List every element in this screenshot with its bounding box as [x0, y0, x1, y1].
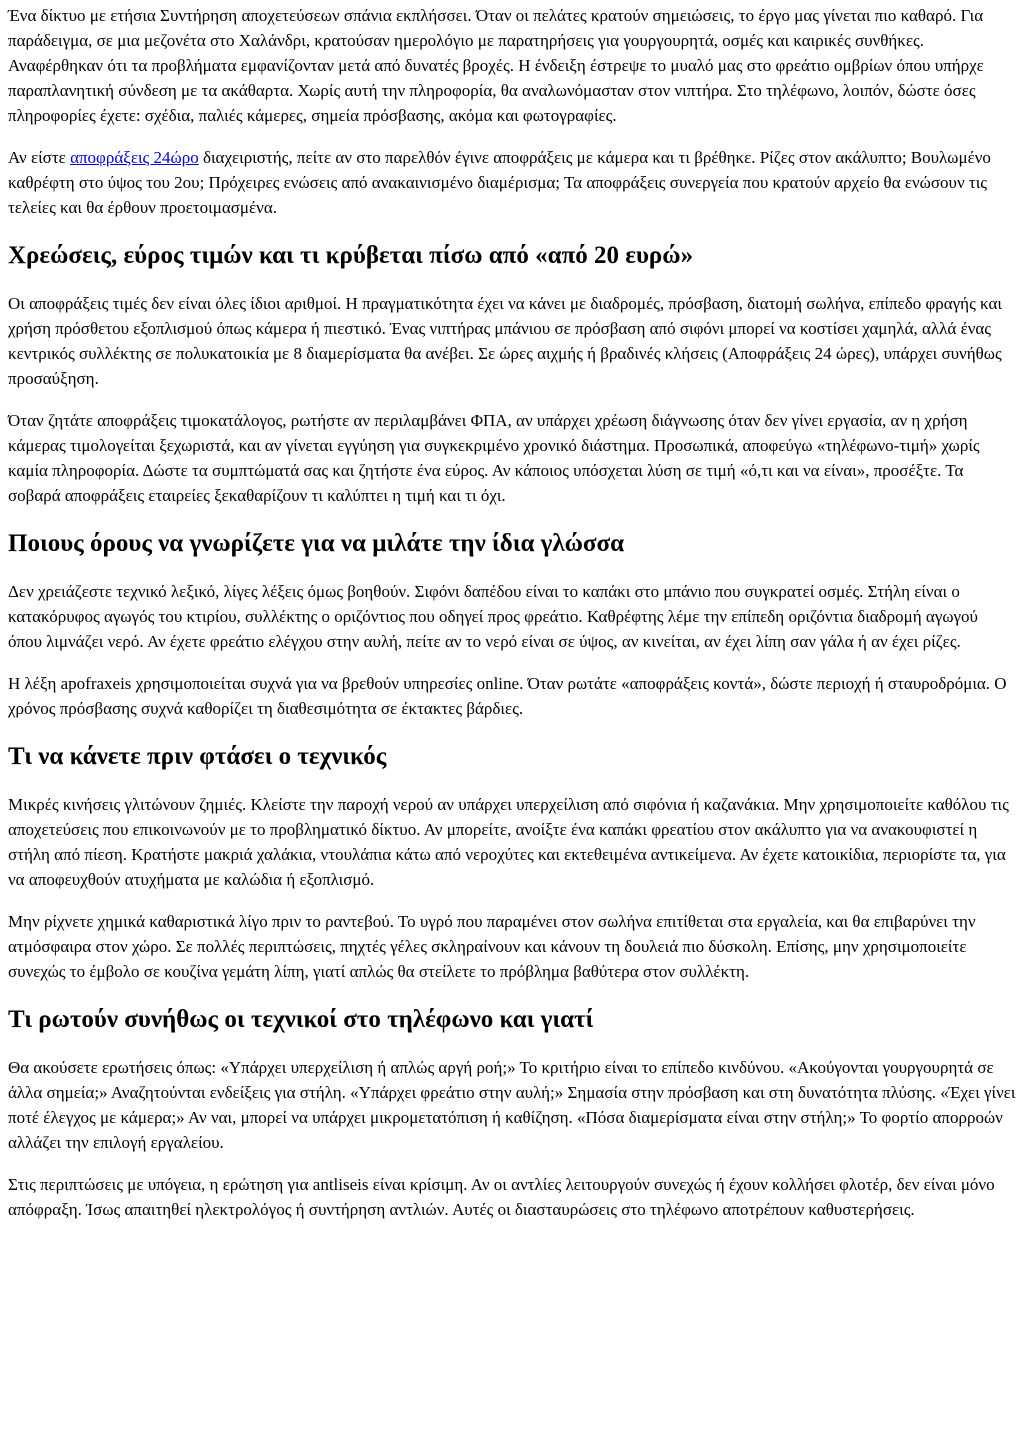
intro-paragraph-2-before-link: Αν είστε	[8, 148, 71, 167]
section-phone-questions	[8, 1005, 1016, 1222]
section-heading-pricing: Χρεώσεις, εύρος τιμών και τι κρύβεται πίσω από «από 20 ευρώ»	[8, 242, 694, 269]
paragraph: Θα ακούσετε ερωτήσεις όπως: «Υπάρχει υπερχείλιση ή απλώς αργή ροή;» Το κριτήριο είναι το επίπεδο κινδύνου. «Ακούγονται γουργουρητά σε άλλα σημεία;» Αναζητούνται ενδείξεις για στήλη. «Υπάρχει φρεάτιο στην αυλή;» Σημασία στην πρόσβαση και στη δυνατότητα πλύσης. «Έχει γίνει ποτέ έλεγχος με κάμερα;» Αν ναι, μπορεί να υπάρχει μικρομετατόπιση ή καθίζηση. «Πόσα διαμερίσματα είναι στην στήλη;» Το φορτίο απορροών αλλάζει την επιλογή εργαλείου.	[8, 1058, 1016, 1152]
intro-paragraph-1: Ένα δίκτυο με ετήσια Συντήρηση αποχετεύσεων σπάνια εκπλήσσει. Όταν οι πελάτες κρατούν σημειώσεις, το έργο μας γίνεται πιο καθαρό. Για παράδειγμα, σε μια μεζονέτα στο Χαλάνδρι, κρατούσαν ημερολόγιο με παρατηρήσεις για γουργουρητά, οσμές και καιρικές συνθήκες. Αναφέρθηκαν ότι τα προβλήματα εμφανίζονταν μετά από δυνατές βροχές. Η ένδειξη έστρεψε το μυαλό μας στο φρεάτιο ομβρίων όπου υπήρχε παραπλανητική σύνδεση με τα ακάθαρτα. Χωρίς αυτή την πληροφορία, θα αναλωνόμασταν στον νιπτήρα. Στο τηλέφωνο, λοιπόν, δώστε όσες πληροφορίες έχετε: σχέδια, παλιές κάμερες, σημεία πρόσβασης, ακόμα και φωτογραφίες.	[8, 6, 984, 125]
paragraph: Μικρές κινήσεις γλιτώνουν ζημιές. Κλείστε την παροχή νερού αν υπάρχει υπερχείλιση από σιφόνια ή καζανάκια. Μην χρησιμοποιείτε καθόλου τις αποχετεύσεις που επικοινωνούν με το προβληματικό δίκτυο. Αν μπορείτε, ανοίξτε ένα καπάκι φρεατίου στον ακάλυπτο για να ανακουφιστεί η στήλη από πίεση. Κρατήστε μακριά χαλάκια, ντουλάπια κάτω από νεροχύτες και εκτεθειμένα αντικείμενα. Αν έχετε κατοικίδια, περιορίστε τα, για να αποφευχθούν ατυχήματα με καλώδια ή εξοπλισμό.	[8, 795, 1009, 889]
paragraph: Οι αποφράξεις τιμές δεν είναι όλες ίδιοι αριθμοί. Η πραγματικότητα έχει να κάνει με διαδρομές, πρόσβαση, διατομή σωλήνα, επίπεδο φραγής και χρήση πρόσθετου εξοπλισμού όπως κάμερα ή πιεστικό. Ένας νιπτήρας μπάνιου σε πρόσβαση από σιφόνι μπορεί να κοστίσει χαμηλά, αλλά ένας κεντρικός συλλέκτης σε πολυκατοικία με 8 διαμερίσματα θα ανέβει. Σε ώρες αιχμής ή βραδινές κλήσεις (Αποφράξεις 24 ώρες), υπάρχει συνήθως προσαύξηση.	[8, 294, 1002, 388]
paragraph: Μην ρίχνετε χημικά καθαριστικά λίγο πριν το ραντεβού. Το υγρό που παραμένει στον σωλήνα επιτίθεται στα εργαλεία, και θα επιβαρύνει την ατμόσφαιρα στον χώρο. Σε πολλές περιπτώσεις, πηχτές γέλες σκληραίνουν και κάνουν τη δουλειά πιο δύσκολη. Επίσης, μην χρησιμοποιείτε συνεχώς το έμβολο σε κουζίνα γεμάτη λίπη, γιατί απλώς θα στείλετε το πρόβλημα βαθύτερα στον συλλέκτη.	[8, 912, 976, 981]
section-heading-terminology: Ποιους όρους να γνωρίζετε για να μιλάτε την ίδια γλώσσα	[8, 530, 625, 557]
section-heading-before-technician: Τι να κάνετε πριν φτάσει ο τεχνικός	[8, 743, 387, 770]
section-terminology	[8, 529, 1016, 721]
paragraph: Στις περιπτώσεις με υπόγεια, η ερώτηση για antliseis είναι κρίσιμη. Αν οι αντλίες λειτουργούν συνεχώς ή έχουν κολλήσει φλοτέρ, δεν είναι μόνο απόφραξη. Ίσως απαιτηθεί ηλεκτρολόγος ή συντήρηση αντλιών. Αυτές οι διασταυρώσεις στο τηλέφωνο αποτρέπουν καθυστερήσεις.	[8, 1175, 995, 1219]
paragraph: Δεν χρειάζεστε τεχνικό λεξικό, λίγες λέξεις όμως βοηθούν. Σιφόνι δαπέδου είναι το καπάκι στο μπάνιο που συγκρατεί οσμές. Στήλη είναι ο κατακόρυφος αγωγός του κτιρίου, συλλέκτης ο οριζόντιος που οδηγεί προς φρεάτιο. Καθρέφτης λέμε την επίπεδη οριζόντια διαδρομή αγωγού όπου λιμνάζει νερό. Αν έχετε φρεάτιο ελέγχου στην αυλή, πείτε αν το νερό είναι σε ύψος, αν κινείται, αν έχει λίπη σαν γάλα ή αν έχει ρίζες.	[8, 582, 978, 651]
section-before-technician	[8, 742, 1016, 984]
section-pricing	[8, 241, 1016, 508]
paragraph: Όταν ζητάτε αποφράξεις τιμοκατάλογος, ρωτήστε αν περιλαμβάνει ΦΠΑ, αν υπάρχει χρέωση διάγνωσης όταν δεν γίνει εργασία, αν η χρήση κάμερας τιμολογείται ξεχωριστά, και αν γίνεται εγγύηση για συγκεκριμένο χρονικό διάστημα. Προσωπικά, αποφεύγω «τηλέφωνο-τιμή» χωρίς καμία πληροφορία. Δώστε τα συμπτώματά σας και ζητήστε ένα εύρος. Αν κάποιος υπόσχεται λύση σε τιμή «ό,τι και να είναι», προσέξτε. Τα σοβαρά αποφράξεις εταιρείες ξεκαθαρίζουν τι καλύπτει η τιμή και τι όχι.	[8, 411, 980, 505]
intro-paragraph-2	[8, 145, 1016, 220]
apofraxeis-24oro-link[interactable]: αποφράξεις 24ώρο	[70, 148, 199, 167]
paragraph: Η λέξη apofraxeis χρησιμοποιείται συχνά για να βρεθούν υπηρεσίες online. Όταν ρωτάτε «αποφράξεις κοντά», δώστε περιοχή ή σταυροδρόμια. Ο χρόνος πρόσβασης συχνά καθορίζει τη διαθεσιμότητα σε έκτακτες βάρδιες.	[8, 674, 1007, 718]
intro-paragraph-2-after-link: διαχειριστής, πείτε αν στο παρελθόν έγινε αποφράξεις με κάμερα και τι βρέθηκε. Ρίζες στον ακάλυπτο; Βουλωμένο καθρέφτη στο ύψος του 2ου; Πρόχειρες ενώσεις από ανακαινισμένο διαμέρισμα; Τα αποφράξεις συνεργεία που κρατούν αρχείο θα ενώσουν τις τελείες και θα έρθουν προετοιμασμένα.	[8, 148, 991, 217]
section-heading-phone-questions: Τι ρωτούν συνήθως οι τεχνικοί στο τηλέφωνο και γιατί	[8, 1006, 594, 1033]
